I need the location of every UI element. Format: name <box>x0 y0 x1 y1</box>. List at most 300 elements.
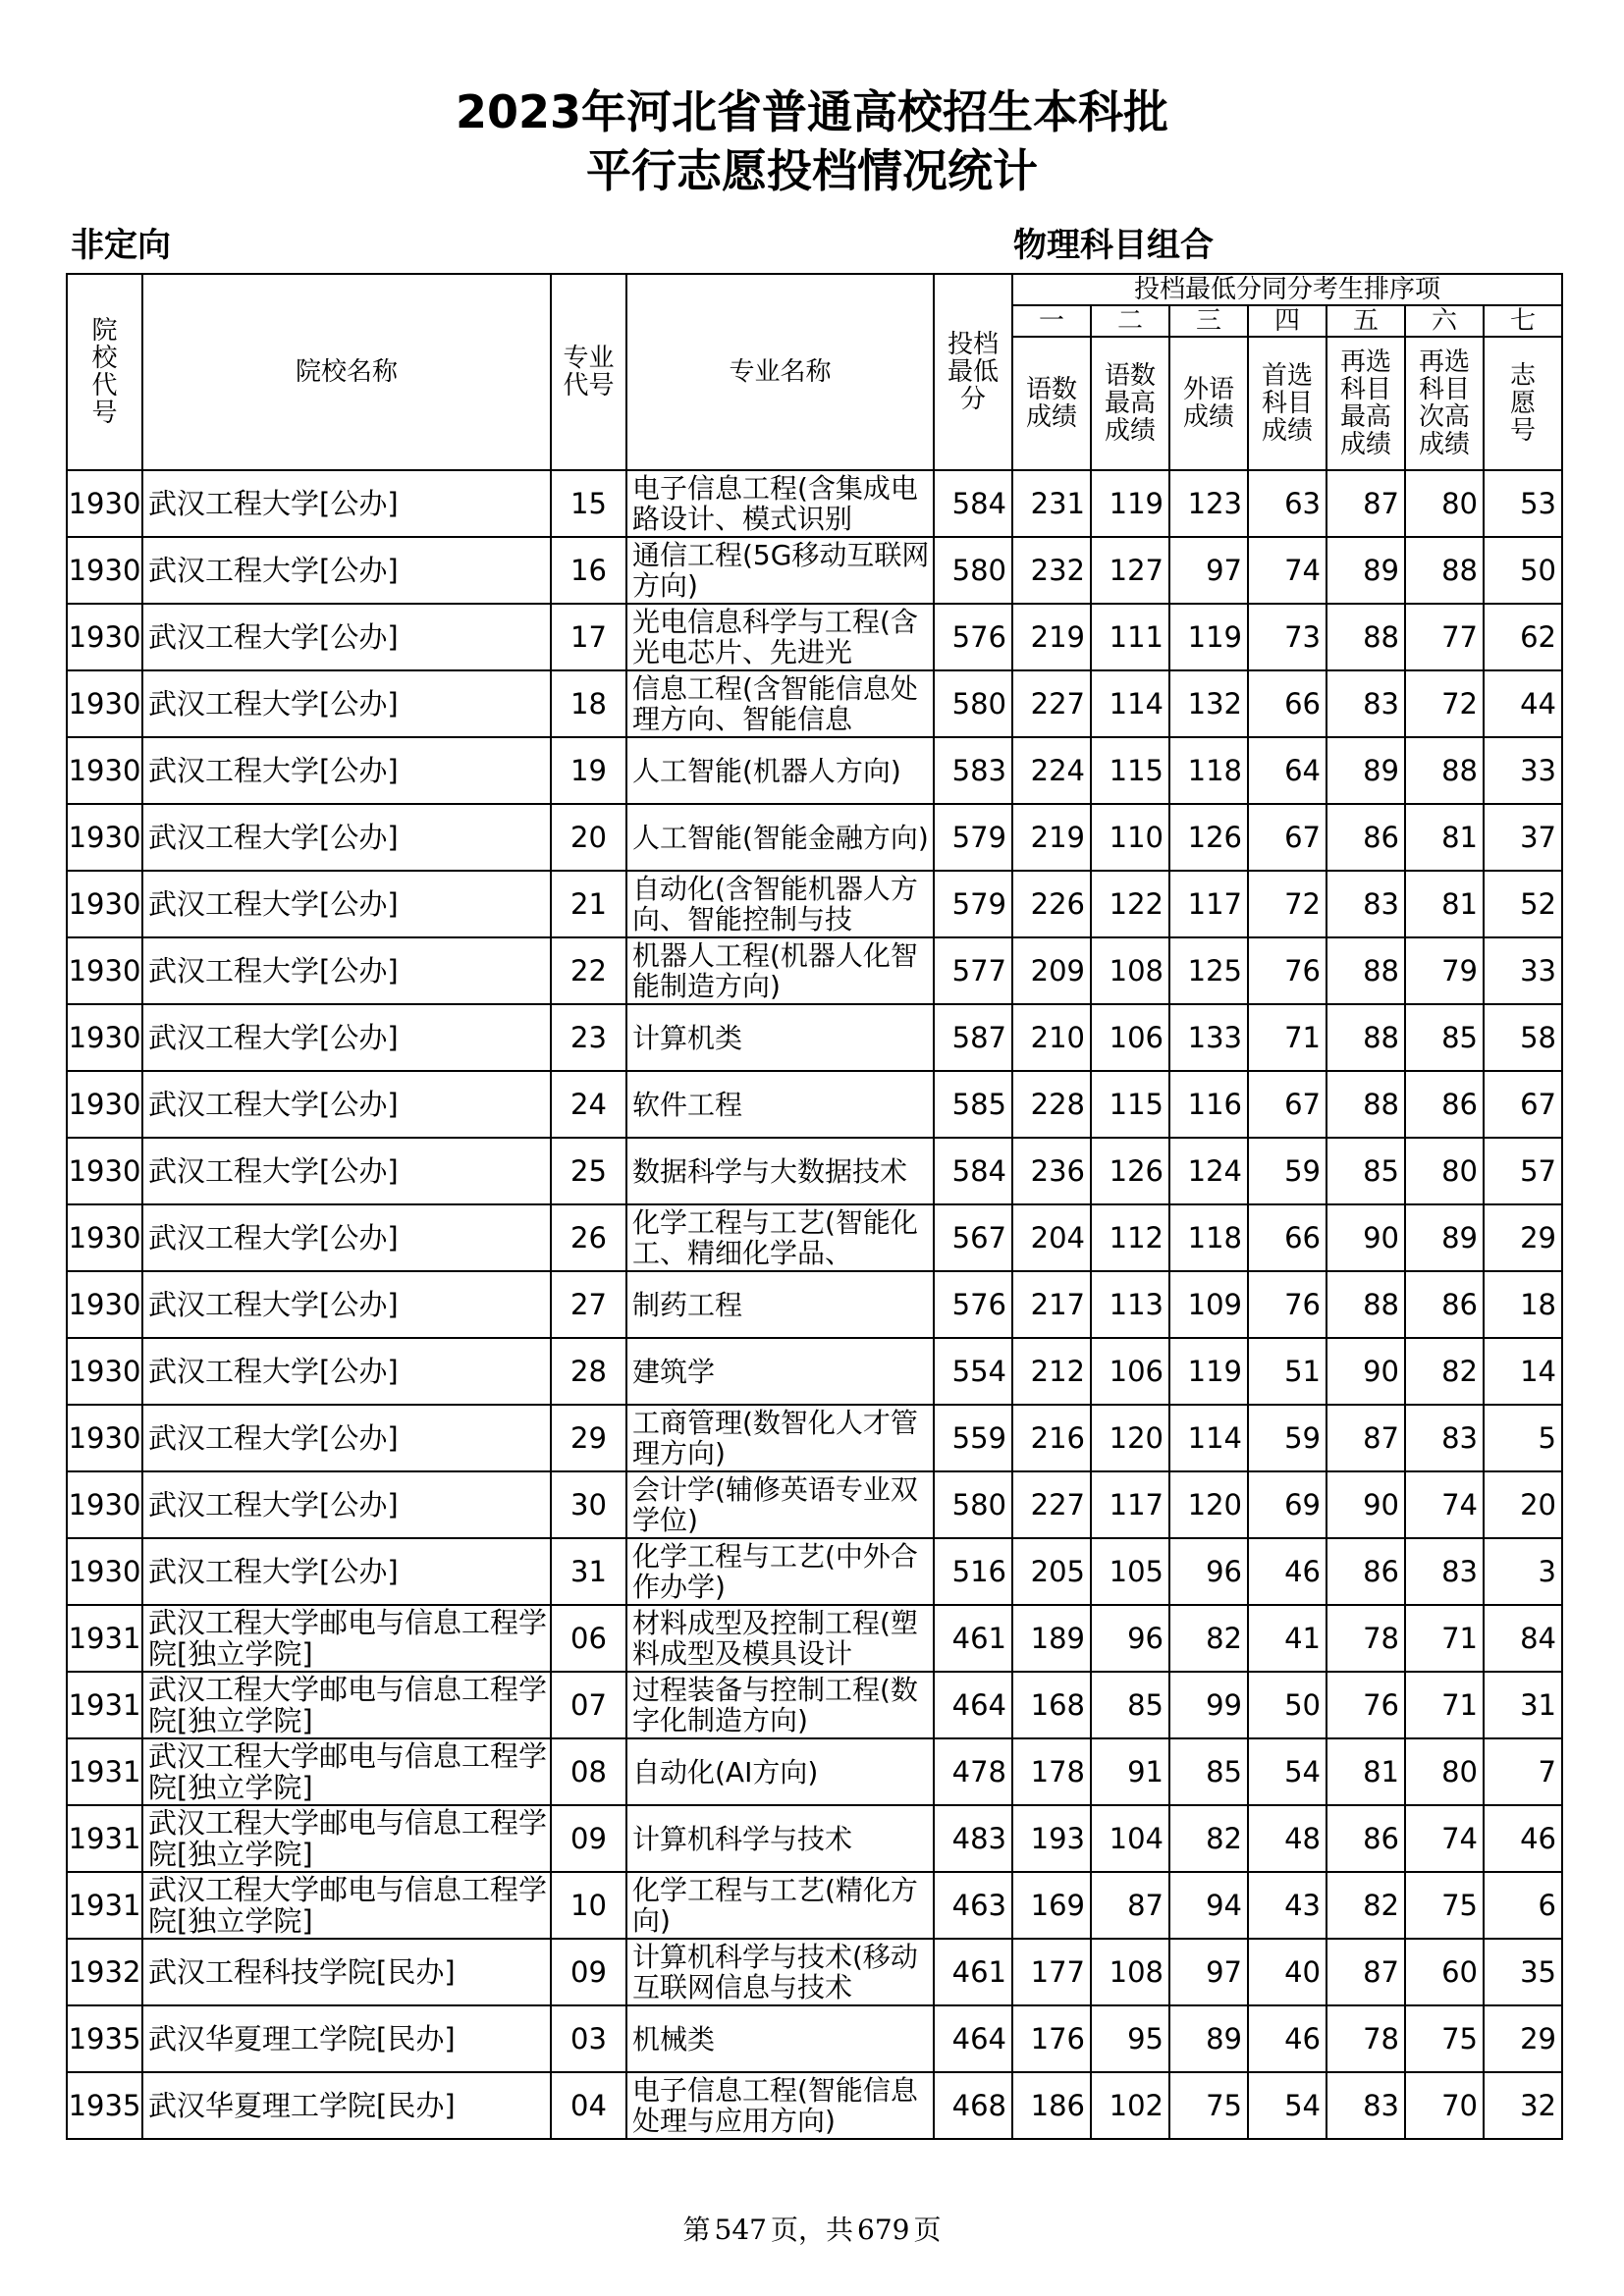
cell-tiebreak-3: 116 <box>1169 1071 1248 1138</box>
cell-school-name <box>142 670 551 737</box>
cell-tiebreak-3: 82 <box>1169 1605 1248 1672</box>
cell-major-code: 03 <box>551 2005 626 2072</box>
cell-tiebreak-2: 106 <box>1091 1004 1169 1071</box>
cell-school-name-text: 武汉工程大学[公办] <box>148 1289 399 1320</box>
cell-tiebreak-5: 76 <box>1326 1672 1405 1738</box>
cell-major-code: 29 <box>551 1405 626 1471</box>
cell-school-code: 1930 <box>67 1071 142 1138</box>
cell-school-name <box>142 604 551 670</box>
cell-tiebreak-7: 58 <box>1484 1004 1562 1071</box>
cell-tiebreak-4: 41 <box>1248 1605 1326 1672</box>
cell-major-code: 17 <box>551 604 626 670</box>
cell-tiebreak-2: 104 <box>1091 1805 1169 1872</box>
cell-major-code: 24 <box>551 1071 626 1138</box>
cell-major-name <box>626 871 934 937</box>
cell-school-name-text: 武汉华夏理工学院[民办] <box>148 2090 456 2121</box>
cell-major-code: 28 <box>551 1338 626 1405</box>
cell-tiebreak-6: 79 <box>1405 937 1484 1004</box>
cell-tiebreak-2: 110 <box>1091 804 1169 871</box>
header-tiebreak-item: 志愿号 <box>1484 337 1562 470</box>
cell-school-code: 1931 <box>67 1738 142 1805</box>
table-row <box>67 1672 1562 1738</box>
cell-tiebreak-6: 71 <box>1405 1672 1484 1738</box>
cell-major-code: 18 <box>551 670 626 737</box>
cell-min-score: 584 <box>934 470 1012 537</box>
cell-school-name-text: 武汉华夏理工学院[民办] <box>148 2023 456 2055</box>
cell-tiebreak-4: 51 <box>1248 1338 1326 1405</box>
cell-tiebreak-7: 33 <box>1484 937 1562 1004</box>
cell-major-name <box>626 470 934 537</box>
cell-tiebreak-6: 83 <box>1405 1538 1484 1605</box>
cell-tiebreak-5: 90 <box>1326 1338 1405 1405</box>
cell-school-name <box>142 1939 551 2005</box>
cell-major-name <box>626 804 934 871</box>
cell-tiebreak-2: 106 <box>1091 1338 1169 1405</box>
table-body <box>67 470 1562 2139</box>
cell-tiebreak-3: 82 <box>1169 1805 1248 1872</box>
cell-tiebreak-4: 67 <box>1248 804 1326 871</box>
cell-tiebreak-5: 88 <box>1326 604 1405 670</box>
cell-tiebreak-6: 88 <box>1405 537 1484 604</box>
table-row <box>67 1338 1562 1405</box>
cell-major-name <box>626 604 934 670</box>
cell-tiebreak-6: 75 <box>1405 1872 1484 1939</box>
cell-major-name <box>626 1471 934 1538</box>
cell-major-code: 30 <box>551 1471 626 1538</box>
cell-major-name-text: 化学工程与工艺(中外合作办学) <box>632 1541 918 1602</box>
cell-tiebreak-1: 178 <box>1012 1738 1091 1805</box>
cell-major-code: 25 <box>551 1138 626 1204</box>
cell-school-code: 1931 <box>67 1805 142 1872</box>
cell-school-name <box>142 1405 551 1471</box>
cell-tiebreak-3: 85 <box>1169 1738 1248 1805</box>
cell-major-name <box>626 1071 934 1138</box>
cell-tiebreak-7: 20 <box>1484 1471 1562 1538</box>
cell-major-name-text: 计算机类 <box>632 1022 743 1053</box>
cell-tiebreak-4: 59 <box>1248 1405 1326 1471</box>
cell-major-name <box>626 670 934 737</box>
cell-min-score: 583 <box>934 737 1012 804</box>
cell-min-score: 576 <box>934 1271 1012 1338</box>
header-major-name: 专业名称 <box>626 274 934 470</box>
cell-tiebreak-5: 78 <box>1326 2005 1405 2072</box>
cell-tiebreak-6: 74 <box>1405 1471 1484 1538</box>
cell-tiebreak-1: 186 <box>1012 2072 1091 2139</box>
cell-tiebreak-1: 226 <box>1012 871 1091 937</box>
table-row <box>67 1738 1562 1805</box>
cell-min-score: 585 <box>934 1071 1012 1138</box>
cell-tiebreak-4: 43 <box>1248 1872 1326 1939</box>
cell-tiebreak-1: 205 <box>1012 1538 1091 1605</box>
cell-major-name-text: 自动化(含智能机器人方向、智能控制与技 <box>632 874 918 934</box>
cell-major-name-text: 工商管理(数智化人才管理方向) <box>632 1408 918 1468</box>
cell-school-name <box>142 537 551 604</box>
page-title-line2: 平行志愿投档情况统计 <box>586 144 1038 197</box>
cell-min-score: 579 <box>934 804 1012 871</box>
cell-min-score: 478 <box>934 1738 1012 1805</box>
cell-tiebreak-7: 46 <box>1484 1805 1562 1872</box>
header-tiebreak-number: 三 <box>1169 305 1248 337</box>
cell-major-code: 23 <box>551 1004 626 1071</box>
table-row <box>67 804 1562 871</box>
cell-tiebreak-3: 118 <box>1169 1204 1248 1271</box>
cell-major-name-text: 会计学(辅修英语专业双学位) <box>632 1474 918 1535</box>
cell-tiebreak-4: 74 <box>1248 537 1326 604</box>
cell-tiebreak-4: 66 <box>1248 670 1326 737</box>
cell-school-name <box>142 2072 551 2139</box>
table-row <box>67 470 1562 537</box>
cell-school-name-text: 武汉工程大学[公办] <box>148 1422 399 1454</box>
cell-tiebreak-1: 219 <box>1012 604 1091 670</box>
cell-tiebreak-6: 74 <box>1405 1805 1484 1872</box>
cell-school-name <box>142 1204 551 1271</box>
cell-tiebreak-2: 96 <box>1091 1605 1169 1672</box>
cell-tiebreak-5: 90 <box>1326 1204 1405 1271</box>
cell-major-code: 06 <box>551 1605 626 1672</box>
cell-major-name <box>626 2005 934 2072</box>
cell-tiebreak-2: 91 <box>1091 1738 1169 1805</box>
cell-major-code: 07 <box>551 1672 626 1738</box>
table-row <box>67 937 1562 1004</box>
cell-school-name <box>142 1872 551 1939</box>
cell-tiebreak-3: 119 <box>1169 1338 1248 1405</box>
cell-min-score: 483 <box>934 1805 1012 1872</box>
cell-school-code: 1931 <box>67 1605 142 1672</box>
cell-major-name <box>626 1004 934 1071</box>
cell-tiebreak-1: 231 <box>1012 470 1091 537</box>
cell-min-score: 584 <box>934 1138 1012 1204</box>
cell-tiebreak-4: 48 <box>1248 1805 1326 1872</box>
cell-major-code: 04 <box>551 2072 626 2139</box>
cell-tiebreak-2: 85 <box>1091 1672 1169 1738</box>
cell-tiebreak-7: 50 <box>1484 537 1562 604</box>
cell-major-code: 26 <box>551 1204 626 1271</box>
table-row <box>67 871 1562 937</box>
cell-major-name-text: 机械类 <box>632 2023 716 2055</box>
cell-tiebreak-6: 72 <box>1405 670 1484 737</box>
header-tiebreak-item: 再选科目次高成绩 <box>1405 337 1484 470</box>
cell-tiebreak-6: 75 <box>1405 2005 1484 2072</box>
cell-school-name-text: 武汉工程大学[公办] <box>148 621 399 653</box>
cell-tiebreak-5: 89 <box>1326 537 1405 604</box>
cell-tiebreak-6: 71 <box>1405 1605 1484 1672</box>
cell-tiebreak-7: 67 <box>1484 1071 1562 1138</box>
footer-page-number: 547 <box>714 2214 767 2246</box>
cell-tiebreak-4: 66 <box>1248 1204 1326 1271</box>
cell-school-code: 1935 <box>67 2005 142 2072</box>
cell-min-score: 461 <box>934 1939 1012 2005</box>
cell-tiebreak-3: 96 <box>1169 1538 1248 1605</box>
cell-school-name <box>142 937 551 1004</box>
cell-tiebreak-3: 97 <box>1169 537 1248 604</box>
cell-tiebreak-4: 76 <box>1248 937 1326 1004</box>
cell-tiebreak-5: 88 <box>1326 937 1405 1004</box>
table-row <box>67 537 1562 604</box>
cell-school-code: 1930 <box>67 804 142 871</box>
cell-tiebreak-2: 113 <box>1091 1271 1169 1338</box>
cell-tiebreak-6: 86 <box>1405 1271 1484 1338</box>
header-tiebreak-number: 七 <box>1484 305 1562 337</box>
cell-school-name <box>142 1471 551 1538</box>
header-school-name: 院校名称 <box>142 274 551 470</box>
cell-tiebreak-1: 212 <box>1012 1338 1091 1405</box>
table-row <box>67 1204 1562 1271</box>
cell-major-name-text: 过程装备与控制工程(数字化制造方向) <box>632 1675 918 1735</box>
cell-major-name-text: 自动化(AI方向) <box>632 1756 819 1788</box>
cell-tiebreak-5: 86 <box>1326 1805 1405 1872</box>
cell-major-code: 09 <box>551 1939 626 2005</box>
cell-tiebreak-7: 5 <box>1484 1405 1562 1471</box>
cell-tiebreak-2: 108 <box>1091 937 1169 1004</box>
cell-major-name-text: 机器人工程(机器人化智能制造方向) <box>632 940 918 1001</box>
cell-tiebreak-4: 73 <box>1248 604 1326 670</box>
cell-tiebreak-1: 189 <box>1012 1605 1091 1672</box>
cell-school-code: 1932 <box>67 1939 142 2005</box>
cell-major-name-text: 人工智能(智能金融方向) <box>632 822 929 853</box>
header-tiebreak-number: 六 <box>1405 305 1484 337</box>
cell-tiebreak-3: 114 <box>1169 1405 1248 1471</box>
cell-tiebreak-5: 88 <box>1326 1271 1405 1338</box>
cell-major-name-text: 光电信息科学与工程(含光电芯片、先进光 <box>632 607 918 667</box>
admission-table <box>66 273 1563 2140</box>
cell-major-name <box>626 2072 934 2139</box>
cell-major-name <box>626 1939 934 2005</box>
cell-major-name <box>626 1672 934 1738</box>
cell-tiebreak-1: 227 <box>1012 1471 1091 1538</box>
table-row <box>67 2005 1562 2072</box>
cell-tiebreak-7: 33 <box>1484 737 1562 804</box>
cell-school-code: 1930 <box>67 1538 142 1605</box>
cell-tiebreak-6: 80 <box>1405 1738 1484 1805</box>
cell-tiebreak-6: 81 <box>1405 804 1484 871</box>
table-row <box>67 1405 1562 1471</box>
cell-tiebreak-7: 18 <box>1484 1271 1562 1338</box>
cell-tiebreak-4: 46 <box>1248 1538 1326 1605</box>
cell-tiebreak-7: 44 <box>1484 670 1562 737</box>
cell-tiebreak-5: 88 <box>1326 1071 1405 1138</box>
footer-middle: 页，共 <box>770 2214 853 2246</box>
cell-tiebreak-6: 60 <box>1405 1939 1484 2005</box>
cell-school-name <box>142 1605 551 1672</box>
cell-tiebreak-6: 81 <box>1405 871 1484 937</box>
cell-tiebreak-5: 82 <box>1326 1872 1405 1939</box>
cell-tiebreak-4: 69 <box>1248 1471 1326 1538</box>
cell-major-name-text: 制药工程 <box>632 1289 743 1320</box>
cell-school-code: 1930 <box>67 604 142 670</box>
cell-tiebreak-1: 216 <box>1012 1405 1091 1471</box>
cell-school-name-text: 武汉工程大学[公办] <box>148 1356 399 1387</box>
cell-school-code: 1930 <box>67 1405 142 1471</box>
cell-major-code: 19 <box>551 737 626 804</box>
page-footer <box>0 2209 1624 2248</box>
cell-tiebreak-4: 72 <box>1248 871 1326 937</box>
cell-major-code: 27 <box>551 1271 626 1338</box>
cell-min-score: 587 <box>934 1004 1012 1071</box>
cell-school-code: 1930 <box>67 1004 142 1071</box>
cell-school-code: 1930 <box>67 737 142 804</box>
cell-major-code: 16 <box>551 537 626 604</box>
cell-tiebreak-7: 84 <box>1484 1605 1562 1672</box>
page-title-line1: 2023年河北省普通高校招生本科批 <box>455 85 1169 138</box>
cell-tiebreak-1: 169 <box>1012 1872 1091 1939</box>
cell-major-name-text: 信息工程(含智能信息处理方向、智能信息 <box>632 673 918 734</box>
cell-tiebreak-7: 6 <box>1484 1872 1562 1939</box>
cell-school-code: 1930 <box>67 537 142 604</box>
footer-prefix: 第 <box>682 2214 711 2246</box>
cell-tiebreak-3: 133 <box>1169 1004 1248 1071</box>
cell-school-name <box>142 804 551 871</box>
cell-tiebreak-6: 83 <box>1405 1405 1484 1471</box>
cell-major-name <box>626 1405 934 1471</box>
cell-tiebreak-6: 77 <box>1405 604 1484 670</box>
cell-tiebreak-6: 80 <box>1405 1138 1484 1204</box>
cell-school-name-text: 武汉工程大学[公办] <box>148 1222 399 1254</box>
cell-tiebreak-5: 87 <box>1326 1939 1405 2005</box>
cell-tiebreak-3: 118 <box>1169 737 1248 804</box>
cell-min-score: 516 <box>934 1538 1012 1605</box>
table-row <box>67 2072 1562 2139</box>
header-tiebreak-number: 四 <box>1248 305 1326 337</box>
cell-tiebreak-7: 7 <box>1484 1738 1562 1805</box>
cell-tiebreak-4: 71 <box>1248 1004 1326 1071</box>
cell-tiebreak-1: 168 <box>1012 1672 1091 1738</box>
cell-tiebreak-6: 86 <box>1405 1071 1484 1138</box>
cell-min-score: 580 <box>934 670 1012 737</box>
table-row <box>67 1004 1562 1071</box>
cell-tiebreak-5: 83 <box>1326 2072 1405 2139</box>
cell-school-code: 1930 <box>67 937 142 1004</box>
cell-tiebreak-3: 117 <box>1169 871 1248 937</box>
cell-school-name-text: 武汉工程大学邮电与信息工程学院[独立学院] <box>148 1874 548 1937</box>
cell-school-code: 1930 <box>67 670 142 737</box>
cell-school-code: 1930 <box>67 1471 142 1538</box>
cell-tiebreak-2: 95 <box>1091 2005 1169 2072</box>
cell-tiebreak-3: 94 <box>1169 1872 1248 1939</box>
cell-school-name <box>142 1071 551 1138</box>
cell-min-score: 461 <box>934 1605 1012 1672</box>
cell-tiebreak-4: 59 <box>1248 1138 1326 1204</box>
table-row <box>67 1071 1562 1138</box>
cell-school-name-text: 武汉工程大学[公办] <box>148 888 399 920</box>
table-row <box>67 1471 1562 1538</box>
cell-tiebreak-3: 99 <box>1169 1672 1248 1738</box>
cell-school-name-text: 武汉工程大学[公办] <box>148 1089 399 1120</box>
table-row <box>67 1605 1562 1672</box>
cell-major-code: 08 <box>551 1738 626 1805</box>
cell-tiebreak-2: 127 <box>1091 537 1169 604</box>
cell-tiebreak-4: 40 <box>1248 1939 1326 2005</box>
cell-min-score: 577 <box>934 937 1012 1004</box>
footer-suffix: 页 <box>913 2214 942 2246</box>
header-tiebreak-number: 五 <box>1326 305 1405 337</box>
header-tiebreak-group: 投档最低分同分考生排序项 <box>1012 274 1562 305</box>
cell-tiebreak-5: 90 <box>1326 1471 1405 1538</box>
cell-school-code: 1930 <box>67 470 142 537</box>
cell-major-name <box>626 937 934 1004</box>
cell-school-name-text: 武汉工程大学[公办] <box>148 1556 399 1587</box>
cell-tiebreak-6: 85 <box>1405 1004 1484 1071</box>
cell-tiebreak-2: 120 <box>1091 1405 1169 1471</box>
cell-major-name-text: 人工智能(机器人方向) <box>632 755 901 786</box>
cell-min-score: 579 <box>934 871 1012 937</box>
cell-min-score: 464 <box>934 1672 1012 1738</box>
subtitle-subject-group: 物理科目组合 <box>1013 226 1214 265</box>
table-row <box>67 1138 1562 1204</box>
cell-school-name-text: 武汉工程大学邮电与信息工程学院[独立学院] <box>148 1740 548 1803</box>
cell-school-code: 1930 <box>67 1271 142 1338</box>
cell-tiebreak-7: 53 <box>1484 470 1562 537</box>
cell-major-name-text: 计算机科学与技术(移动互联网信息与技术 <box>632 1942 918 2002</box>
cell-tiebreak-2: 114 <box>1091 670 1169 737</box>
subtitle-category: 非定向 <box>71 226 171 265</box>
cell-major-code: 31 <box>551 1538 626 1605</box>
cell-major-code: 20 <box>551 804 626 871</box>
cell-school-name-text: 武汉工程大学[公办] <box>148 955 399 987</box>
cell-tiebreak-5: 87 <box>1326 470 1405 537</box>
header-min-score: 投档最低分 <box>934 274 1012 470</box>
cell-tiebreak-7: 31 <box>1484 1672 1562 1738</box>
cell-tiebreak-2: 105 <box>1091 1538 1169 1605</box>
cell-tiebreak-7: 37 <box>1484 804 1562 871</box>
cell-tiebreak-3: 75 <box>1169 2072 1248 2139</box>
cell-tiebreak-6: 80 <box>1405 470 1484 537</box>
cell-min-score: 463 <box>934 1872 1012 1939</box>
cell-major-name <box>626 1204 934 1271</box>
cell-tiebreak-3: 109 <box>1169 1271 1248 1338</box>
cell-major-name-text: 化学工程与工艺(智能化工、精细化学品、 <box>632 1207 918 1268</box>
cell-tiebreak-4: 50 <box>1248 1672 1326 1738</box>
cell-tiebreak-1: 232 <box>1012 537 1091 604</box>
cell-tiebreak-1: 236 <box>1012 1138 1091 1204</box>
cell-min-score: 464 <box>934 2005 1012 2072</box>
cell-school-code: 1931 <box>67 1672 142 1738</box>
cell-tiebreak-2: 115 <box>1091 1071 1169 1138</box>
header-tiebreak-item: 语数成绩 <box>1012 337 1091 470</box>
cell-school-name-text: 武汉工程科技学院[民办] <box>148 1956 456 1988</box>
cell-tiebreak-4: 63 <box>1248 470 1326 537</box>
cell-tiebreak-7: 35 <box>1484 1939 1562 2005</box>
footer-total-pages: 679 <box>857 2214 910 2246</box>
cell-tiebreak-1: 209 <box>1012 937 1091 1004</box>
cell-school-name <box>142 1271 551 1338</box>
cell-min-score: 468 <box>934 2072 1012 2139</box>
cell-major-name <box>626 537 934 604</box>
cell-tiebreak-3: 119 <box>1169 604 1248 670</box>
cell-tiebreak-4: 54 <box>1248 1738 1326 1805</box>
cell-major-name-text: 计算机科学与技术 <box>632 1823 853 1854</box>
cell-tiebreak-2: 126 <box>1091 1138 1169 1204</box>
cell-major-name <box>626 1538 934 1605</box>
cell-tiebreak-7: 3 <box>1484 1538 1562 1605</box>
cell-tiebreak-7: 57 <box>1484 1138 1562 1204</box>
cell-school-name <box>142 871 551 937</box>
cell-tiebreak-3: 132 <box>1169 670 1248 737</box>
cell-tiebreak-5: 85 <box>1326 1138 1405 1204</box>
cell-tiebreak-5: 86 <box>1326 1538 1405 1605</box>
cell-major-name-text: 化学工程与工艺(精化方向) <box>632 1875 918 1936</box>
cell-school-name-text: 武汉工程大学[公办] <box>148 755 399 786</box>
cell-school-name-text: 武汉工程大学[公办] <box>148 688 399 720</box>
cell-school-name <box>142 1738 551 1805</box>
cell-tiebreak-3: 124 <box>1169 1138 1248 1204</box>
cell-tiebreak-6: 82 <box>1405 1338 1484 1405</box>
cell-school-code: 1931 <box>67 1872 142 1939</box>
header-tiebreak-number: 一 <box>1012 305 1091 337</box>
cell-tiebreak-4: 54 <box>1248 2072 1326 2139</box>
header-tiebreak-item: 外语成绩 <box>1169 337 1248 470</box>
cell-tiebreak-1: 219 <box>1012 804 1091 871</box>
cell-tiebreak-3: 89 <box>1169 2005 1248 2072</box>
